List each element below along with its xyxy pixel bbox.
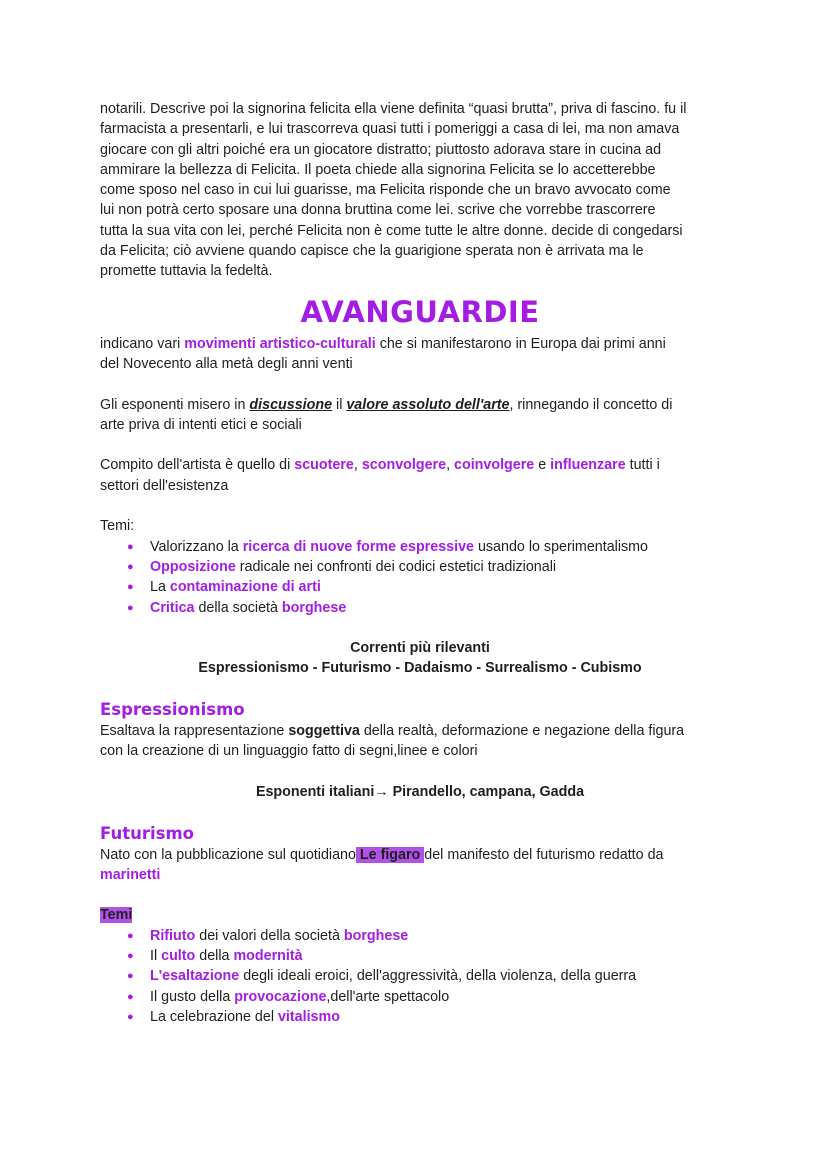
futurism-themes-list [100,926,740,1027]
list-item: ● Rifiuto dei valori della società borghese [150,926,740,946]
section-heading-futurismo: Futurismo [100,823,194,843]
text: , rinnegando il concetto di [509,396,673,413]
list-item: ● La celebrazione del vitalismo [150,1007,740,1027]
list-item: ● Opposizione radicale nei confronti dei codici estetici tradizionali [150,557,740,577]
italian-exponents: Esponenti italiani→ Pirandello, campana, Gadda [255,783,585,800]
highlighted-term: Le figaro [355,846,425,863]
bullet-icon: ● [127,560,134,573]
text: che si manifestarono in Europa dai primi anni [375,335,666,352]
emphasis-term: discussione [249,396,333,413]
themes-label: Temi: [100,518,135,535]
currents-list: Espressionismo - Futurismo - Dadaismo - Surrealismo - Cubismo [198,660,642,677]
definition-paragraph [100,334,740,375]
intro-line: come sposo nel caso in cui lui guarisse, ma Felicita risponde che un bravo avvocato come [100,182,671,199]
bullet-icon: ● [127,1010,134,1023]
text: Nato con la pubblicazione sul quotidiano [100,846,356,863]
bullet-icon: ● [127,929,134,942]
intro-line: tutta la sua vita con lei, perché Felicita non è come tutte le altre donne. decide di congedarsi [100,222,683,239]
intro-line: giocare con gli altri poiché era un giocatore distratto; piuttosto adorava stare in cucina ad [100,141,662,158]
bullet-icon: ● [127,949,134,962]
list-item: ● Valorizzano la ricerca di nuove forme espressive usando lo sperimentalismo [150,537,740,557]
text: Compito dell'artista è quello di [100,457,295,474]
bullet-icon: ● [127,990,134,1003]
text: arte priva di intenti etici e sociali [100,416,302,433]
highlight-term: sconvolgere [361,457,447,474]
futurism-themes-label: Temi [100,907,133,924]
list-item: ● Critica della società borghese [150,598,740,618]
text: , [446,457,455,474]
highlight-term: influenzare [550,457,626,474]
intro-line: promette tuttavia la fedeltà. [100,263,273,280]
intro-line: farmacista a presentarli, e lui trascorreva quasi tutti i pomeriggi a casa di lei, ma non amava [100,121,680,138]
bullet-icon: ● [127,970,134,983]
intro-line: ammirare la bellezza di Felicita. Il poeta chiede alla signorina Felicita se lo accetterebbe [100,161,656,178]
list-item: ● L'esaltazione degli ideali eroici, dell'aggressività, della violenza, della guerra [150,966,740,986]
document-page [100,99,740,1027]
themes-list [100,537,740,618]
text: tutti i [625,457,660,474]
currents-heading: Correnti più rilevanti [350,640,490,657]
bullet-icon: ● [127,540,134,553]
bullet-icon: ● [127,581,134,594]
intro-paragraph [100,99,740,282]
highlight-term: scuotere [294,457,354,474]
highlight-term: movimenti artistico-culturali [184,335,376,352]
author-name: marinetti [100,866,161,883]
text: Gli esponenti misero in [100,396,250,413]
list-item: ● Il gusto della provocazione,dell'arte spettacolo [150,987,740,1007]
bullet-icon: ● [127,601,134,614]
text: con la creazione di un linguaggio fatto di segni,linee e colori [100,743,478,760]
emphasis-term: valore assoluto dell'arte [346,396,510,413]
bold-term: soggettiva [288,723,360,740]
text: Esaltava la rappresentazione [100,723,289,740]
exponents-paragraph [100,395,740,436]
text: del Novecento alla metà degli anni venti [100,355,353,372]
text: della realtà, deformazione e negazione della figura [359,723,685,740]
task-paragraph [100,455,740,496]
section-heading-espressionismo: Espressionismo [100,700,245,720]
intro-line: notarili. Descrive poi la signorina felicita ella viene definita “quasi brutta”, priva di fascino. fu il [100,101,687,117]
page-title: AVANGUARDIE [300,294,540,329]
text: del manifesto del futurismo redatto da [424,846,664,863]
list-item: ● La contaminazione di arti [150,577,740,597]
text: indicano vari [100,335,185,352]
text: il [332,396,347,413]
text: settori dell'esistenza [100,477,229,494]
intro-line: da Felicita; ciò avviene quando capisce che la guarigione sperata non è arrivata ma le [100,243,644,260]
text: e [534,457,551,474]
intro-line: lui non potrà certo sposare una donna bruttina come lei. scrive che vorrebbe trascorrere [100,202,656,219]
list-item: ● Il culto della modernità [150,946,740,966]
text: , [353,457,362,474]
highlight-term: coinvolgere [454,457,535,474]
